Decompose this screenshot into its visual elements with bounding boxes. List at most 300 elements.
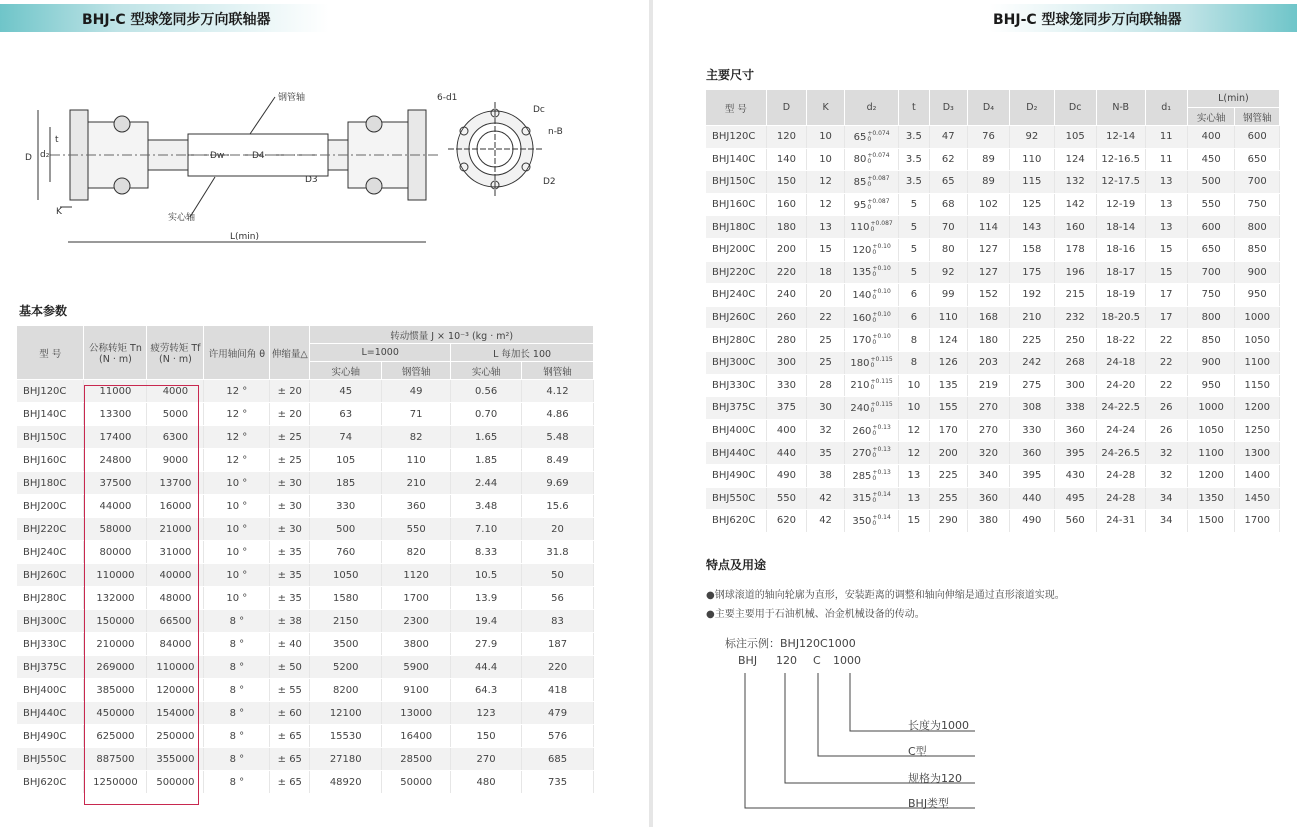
table-cell: 1.85 <box>451 449 522 472</box>
table-cell: 114 <box>967 216 1009 239</box>
table-cell-d2: 135+0.10 0 <box>845 261 899 284</box>
table-cell: 24-24 <box>1096 419 1145 442</box>
table-cell: 12 <box>899 419 930 442</box>
table-cell: 800 <box>1187 306 1235 329</box>
table-cell: 4.86 <box>522 403 594 426</box>
table-cell: 3.5 <box>899 126 930 149</box>
col-header: N-B <box>1096 90 1145 126</box>
table-cell: 700 <box>1187 261 1235 284</box>
table-cell: 1250 <box>1235 419 1280 442</box>
table-cell: BHJ375C <box>706 397 766 420</box>
table-cell: 24-18 <box>1096 351 1145 374</box>
table-cell: 8 <box>899 329 930 352</box>
col-subheader: 实心轴 <box>1187 108 1235 126</box>
table-row <box>706 510 1280 533</box>
table-cell: 38 <box>807 464 845 487</box>
table-cell: 110 <box>382 449 451 472</box>
table-row <box>706 148 1280 171</box>
table-cell: 12 ° <box>204 449 270 472</box>
table-cell: 20 <box>522 518 594 541</box>
table-cell: 210 <box>382 472 451 495</box>
table-cell: BHJ180C <box>706 216 766 239</box>
table-cell: 18-14 <box>1096 216 1145 239</box>
col-header: D₄ <box>967 90 1009 126</box>
table-cell: 135 <box>929 374 967 397</box>
d3-label: D3 <box>305 175 318 185</box>
table-cell: 430 <box>1054 464 1096 487</box>
table-cell: 45 <box>310 380 382 403</box>
table-row <box>706 397 1280 420</box>
table-cell: ± 60 <box>270 702 310 725</box>
table-cell: 275 <box>1010 374 1054 397</box>
table-cell: 338 <box>1054 397 1096 420</box>
table-cell: 13000 <box>382 702 451 725</box>
table-cell: 1100 <box>1187 442 1235 465</box>
table-row <box>706 216 1280 239</box>
table-cell: 1700 <box>1235 510 1280 533</box>
params-table <box>17 326 594 794</box>
length-label: L(min) <box>230 232 260 242</box>
table-cell: 24-31 <box>1096 510 1145 533</box>
table-cell: 4.12 <box>522 380 594 403</box>
table-cell-d2: 285+0.13 0 <box>845 464 899 487</box>
col-tube-1: 钢管轴 <box>382 362 451 380</box>
table-cell: 89 <box>967 171 1009 194</box>
table-cell: 105 <box>1054 126 1096 149</box>
table-cell: 320 <box>967 442 1009 465</box>
col-header: K <box>807 90 845 126</box>
example-label-size: 规格为120 <box>908 772 962 785</box>
table-cell: 180 <box>967 329 1009 352</box>
table-row <box>17 771 594 794</box>
table-cell: 750 <box>1235 193 1280 216</box>
table-cell: 12-19 <box>1096 193 1145 216</box>
table-cell-d2: 180+0.115 0 <box>845 351 899 374</box>
table-cell: 9000 <box>147 449 204 472</box>
table-cell: BHJ490C <box>17 725 84 748</box>
table-cell: BHJ490C <box>706 464 766 487</box>
table-row <box>17 679 594 702</box>
table-cell: 92 <box>929 261 967 284</box>
table-cell: 625000 <box>84 725 147 748</box>
holes-label: 6-d1 <box>437 93 458 103</box>
table-cell: ± 55 <box>270 679 310 702</box>
table-cell: 13 <box>807 216 845 239</box>
table-cell: 120 <box>766 126 806 149</box>
table-cell: 22 <box>1145 374 1187 397</box>
table-row <box>17 495 594 518</box>
table-cell: 158 <box>1010 238 1054 261</box>
table-cell: 232 <box>1054 306 1096 329</box>
col-tn: 公称转矩 Tn (N · m) <box>84 326 147 380</box>
table-row <box>17 426 594 449</box>
table-cell: BHJ400C <box>706 419 766 442</box>
dc-label: Dc <box>533 105 545 115</box>
table-cell: 168 <box>967 306 1009 329</box>
table-cell: 180 <box>766 216 806 239</box>
table-cell-d2: 120+0.10 0 <box>845 238 899 261</box>
col-header: L(min) <box>1187 90 1279 108</box>
table-cell: 24-28 <box>1096 464 1145 487</box>
table-cell: 27180 <box>310 748 382 771</box>
table-cell: 1300 <box>1235 442 1280 465</box>
table-cell: 13 <box>899 487 930 510</box>
table-cell: 34 <box>1145 487 1187 510</box>
table-row <box>17 403 594 426</box>
table-cell: 395 <box>1010 464 1054 487</box>
table-cell: 5900 <box>382 656 451 679</box>
table-cell: 22 <box>807 306 845 329</box>
table-cell: 18-22 <box>1096 329 1145 352</box>
table-cell: ± 65 <box>270 771 310 794</box>
table-cell: 37500 <box>84 472 147 495</box>
table-cell: 203 <box>967 351 1009 374</box>
table-row <box>17 610 594 633</box>
table-cell: 127 <box>967 261 1009 284</box>
table-cell: 28 <box>807 374 845 397</box>
table-cell: 140 <box>766 148 806 171</box>
table-cell: 5 <box>899 216 930 239</box>
table-cell: 154000 <box>147 702 204 725</box>
table-cell: 62 <box>929 148 967 171</box>
table-cell-d2: 140+0.10 0 <box>845 284 899 307</box>
table-cell: 56 <box>522 587 594 610</box>
table-row <box>706 329 1280 352</box>
col-header: d₁ <box>1145 90 1187 126</box>
table-cell: 242 <box>1010 351 1054 374</box>
table-cell: 479 <box>522 702 594 725</box>
table-cell: 185 <box>310 472 382 495</box>
table-cell: 12 ° <box>204 380 270 403</box>
table-cell: 28500 <box>382 748 451 771</box>
col-header: Dc <box>1054 90 1096 126</box>
table-cell: 3.48 <box>451 495 522 518</box>
table-cell: 110000 <box>147 656 204 679</box>
table-cell: ± 20 <box>270 403 310 426</box>
table-cell: 10 <box>807 148 845 171</box>
table-cell: 8200 <box>310 679 382 702</box>
table-cell: 0.56 <box>451 380 522 403</box>
table-cell-d2: 350+0.14 0 <box>845 510 899 533</box>
table-cell: BHJ140C <box>706 148 766 171</box>
table-cell: 6 <box>899 284 930 307</box>
table-cell: 125 <box>1010 193 1054 216</box>
table-cell: 5 <box>899 238 930 261</box>
table-cell: 490 <box>1010 510 1054 533</box>
table-cell: 66500 <box>147 610 204 633</box>
dims-table <box>706 90 1280 533</box>
table-cell: 16400 <box>382 725 451 748</box>
table-cell: 12 <box>807 193 845 216</box>
table-row <box>706 487 1280 510</box>
table-cell: 2300 <box>382 610 451 633</box>
table-cell: 34 <box>1145 510 1187 533</box>
table-cell: 27.9 <box>451 633 522 656</box>
table-cell: 150000 <box>84 610 147 633</box>
table-cell: 50000 <box>382 771 451 794</box>
table-cell: 110000 <box>84 564 147 587</box>
table-cell-d2: 270+0.13 0 <box>845 442 899 465</box>
table-cell: BHJ260C <box>706 306 766 329</box>
table-cell: BHJ375C <box>17 656 84 679</box>
table-cell: 1250000 <box>84 771 147 794</box>
table-cell: 18 <box>807 261 845 284</box>
table-cell: 80000 <box>84 541 147 564</box>
col-header: t <box>899 90 930 126</box>
table-cell: ± 65 <box>270 748 310 771</box>
table-cell: 269000 <box>84 656 147 679</box>
table-row <box>706 171 1280 194</box>
col-solid-2: 实心轴 <box>451 362 522 380</box>
table-cell: 650 <box>1235 148 1280 171</box>
table-cell: 13 <box>1145 171 1187 194</box>
table-cell: BHJ330C <box>17 633 84 656</box>
table-cell: 800 <box>1235 216 1280 239</box>
table-cell: 220 <box>522 656 594 679</box>
table-cell: BHJ150C <box>17 426 84 449</box>
d-label: D <box>25 153 32 163</box>
table-cell: 12 <box>807 171 845 194</box>
table-cell: 360 <box>967 487 1009 510</box>
table-cell: 1450 <box>1235 487 1280 510</box>
table-row <box>706 126 1280 149</box>
table-cell: 5 <box>899 261 930 284</box>
table-cell: 495 <box>1054 487 1096 510</box>
table-cell: 124 <box>1054 148 1096 171</box>
table-cell: 355000 <box>147 748 204 771</box>
table-cell: BHJ180C <box>17 472 84 495</box>
table-cell: 18-17 <box>1096 261 1145 284</box>
table-cell: 1050 <box>1235 329 1280 352</box>
coupling-drawing <box>20 82 580 257</box>
table-cell: 450000 <box>84 702 147 725</box>
table-cell: 850 <box>1187 329 1235 352</box>
table-cell: 850 <box>1235 238 1280 261</box>
table-cell: 550 <box>766 487 806 510</box>
table-cell: 500 <box>1187 171 1235 194</box>
table-cell: 82 <box>382 426 451 449</box>
table-cell: ± 35 <box>270 541 310 564</box>
table-row <box>17 564 594 587</box>
table-cell: 650 <box>1187 238 1235 261</box>
col-header: D₃ <box>929 90 967 126</box>
table-cell: 3500 <box>310 633 382 656</box>
table-cell: 31.8 <box>522 541 594 564</box>
table-cell: BHJ280C <box>706 329 766 352</box>
table-cell: 10 ° <box>204 518 270 541</box>
steel-tube-label: 钢管轴 <box>278 93 306 103</box>
table-cell: 260 <box>766 306 806 329</box>
table-row <box>706 306 1280 329</box>
table-cell: 400 <box>1187 126 1235 149</box>
table-cell: 35 <box>807 442 845 465</box>
table-cell: 32 <box>1145 442 1187 465</box>
table-cell: 490 <box>766 464 806 487</box>
table-cell: 576 <box>522 725 594 748</box>
table-cell: 1700 <box>382 587 451 610</box>
d2-label: d₂ <box>40 150 50 160</box>
table-cell: 20 <box>807 284 845 307</box>
table-cell: 1580 <box>310 587 382 610</box>
table-cell: 6 <box>899 306 930 329</box>
table-cell: 1100 <box>1235 351 1280 374</box>
table-row <box>17 748 594 771</box>
table-cell: 0.70 <box>451 403 522 426</box>
table-cell: 2.44 <box>451 472 522 495</box>
table-cell: 12-14 <box>1096 126 1145 149</box>
table-cell: 215 <box>1054 284 1096 307</box>
table-cell: BHJ440C <box>17 702 84 725</box>
table-cell: 240 <box>766 284 806 307</box>
table-cell: 735 <box>522 771 594 794</box>
table-cell: 250000 <box>147 725 204 748</box>
table-cell: 13 <box>899 464 930 487</box>
table-cell: 26 <box>1145 419 1187 442</box>
col-header: D <box>766 90 806 126</box>
table-cell: 4000 <box>147 380 204 403</box>
table-cell: 24800 <box>84 449 147 472</box>
table-cell: BHJ550C <box>17 748 84 771</box>
table-cell: 92 <box>1010 126 1054 149</box>
table-cell: 150 <box>451 725 522 748</box>
table-cell: BHJ120C <box>17 380 84 403</box>
table-cell: 8 ° <box>204 725 270 748</box>
table-cell: 225 <box>929 464 967 487</box>
table-cell: ± 30 <box>270 518 310 541</box>
table-cell: BHJ330C <box>706 374 766 397</box>
table-row <box>17 380 594 403</box>
table-cell: 84000 <box>147 633 204 656</box>
table-cell: 170 <box>929 419 967 442</box>
table-cell: 340 <box>967 464 1009 487</box>
table-cell: 360 <box>1010 442 1054 465</box>
table-cell-d2: 240+0.115 0 <box>845 397 899 420</box>
table-cell: 1.65 <box>451 426 522 449</box>
table-cell: 8 ° <box>204 679 270 702</box>
table-cell: BHJ160C <box>706 193 766 216</box>
table-cell: 11 <box>1145 126 1187 149</box>
table-cell-d2: 95+0.087 0 <box>845 193 899 216</box>
table-cell: 5.48 <box>522 426 594 449</box>
table-cell: 330 <box>310 495 382 518</box>
table-cell-d2: 85+0.087 0 <box>845 171 899 194</box>
table-cell: 83 <box>522 610 594 633</box>
table-cell: 13 <box>1145 216 1187 239</box>
table-cell: 1150 <box>1235 374 1280 397</box>
table-cell: 48920 <box>310 771 382 794</box>
table-cell: ± 38 <box>270 610 310 633</box>
table-row <box>17 449 594 472</box>
table-cell: 32 <box>1145 464 1187 487</box>
table-cell: 10 <box>899 397 930 420</box>
table-cell: ± 65 <box>270 725 310 748</box>
table-row <box>706 464 1280 487</box>
table-row <box>706 442 1280 465</box>
table-cell: 25 <box>807 351 845 374</box>
table-cell: 760 <box>310 541 382 564</box>
col-l100: L 每加长 100 <box>451 344 594 362</box>
table-cell: 8 ° <box>204 748 270 771</box>
table-cell: 102 <box>967 193 1009 216</box>
table-cell: 385000 <box>84 679 147 702</box>
table-cell: 750 <box>1187 284 1235 307</box>
table-cell: 1200 <box>1187 464 1235 487</box>
table-cell: BHJ240C <box>17 541 84 564</box>
table-cell: 887500 <box>84 748 147 771</box>
table-cell: 8.33 <box>451 541 522 564</box>
table-cell: 2150 <box>310 610 382 633</box>
table-cell: 8.49 <box>522 449 594 472</box>
table-cell: 152 <box>967 284 1009 307</box>
col-angle: 许用轴间角 θ <box>204 326 270 380</box>
table-cell: 450 <box>1187 148 1235 171</box>
table-cell: BHJ220C <box>706 261 766 284</box>
table-cell: 500 <box>310 518 382 541</box>
table-cell: 15 <box>1145 238 1187 261</box>
table-cell: 8 ° <box>204 610 270 633</box>
table-cell: 11 <box>1145 148 1187 171</box>
table-cell: 50 <box>522 564 594 587</box>
table-cell: 400 <box>766 419 806 442</box>
table-cell: BHJ300C <box>706 351 766 374</box>
col-solid-1: 实心轴 <box>310 362 382 380</box>
table-cell: 16000 <box>147 495 204 518</box>
table-cell: 10 <box>807 126 845 149</box>
table-cell: 24-22.5 <box>1096 397 1145 420</box>
table-cell: BHJ240C <box>706 284 766 307</box>
table-row <box>706 238 1280 261</box>
table-cell: 63 <box>310 403 382 426</box>
table-row <box>706 193 1280 216</box>
table-cell: 76 <box>967 126 1009 149</box>
table-cell: 950 <box>1187 374 1235 397</box>
table-cell: BHJ440C <box>706 442 766 465</box>
table-cell: 30 <box>807 397 845 420</box>
table-cell: 9100 <box>382 679 451 702</box>
col-header: d₂ <box>845 90 899 126</box>
params-table-body <box>17 380 594 794</box>
table-cell: 300 <box>766 351 806 374</box>
table-cell: 24-20 <box>1096 374 1145 397</box>
example-part-size: 120 <box>776 654 797 667</box>
table-cell: 10 <box>899 374 930 397</box>
table-cell: 155 <box>929 397 967 420</box>
table-cell: 40000 <box>147 564 204 587</box>
table-cell: 49 <box>382 380 451 403</box>
table-cell: 6300 <box>147 426 204 449</box>
table-cell: 290 <box>929 510 967 533</box>
table-cell: ± 50 <box>270 656 310 679</box>
table-cell: 375 <box>766 397 806 420</box>
table-row <box>17 541 594 564</box>
features-title: 特点及用途 <box>706 558 767 572</box>
params-title: 基本参数 <box>19 304 68 318</box>
table-cell: 192 <box>1010 284 1054 307</box>
table-cell: 65 <box>929 171 967 194</box>
table-cell: 15 <box>807 238 845 261</box>
table-cell: 71 <box>382 403 451 426</box>
table-cell: 225 <box>1010 329 1054 352</box>
table-cell: 10.5 <box>451 564 522 587</box>
table-cell: 440 <box>1010 487 1054 510</box>
example-leader-lines <box>733 668 983 813</box>
table-cell: 10 ° <box>204 495 270 518</box>
table-cell: 219 <box>967 374 1009 397</box>
table-row <box>706 374 1280 397</box>
table-cell: 132000 <box>84 587 147 610</box>
table-cell: 13700 <box>147 472 204 495</box>
table-cell: 25 <box>807 329 845 352</box>
